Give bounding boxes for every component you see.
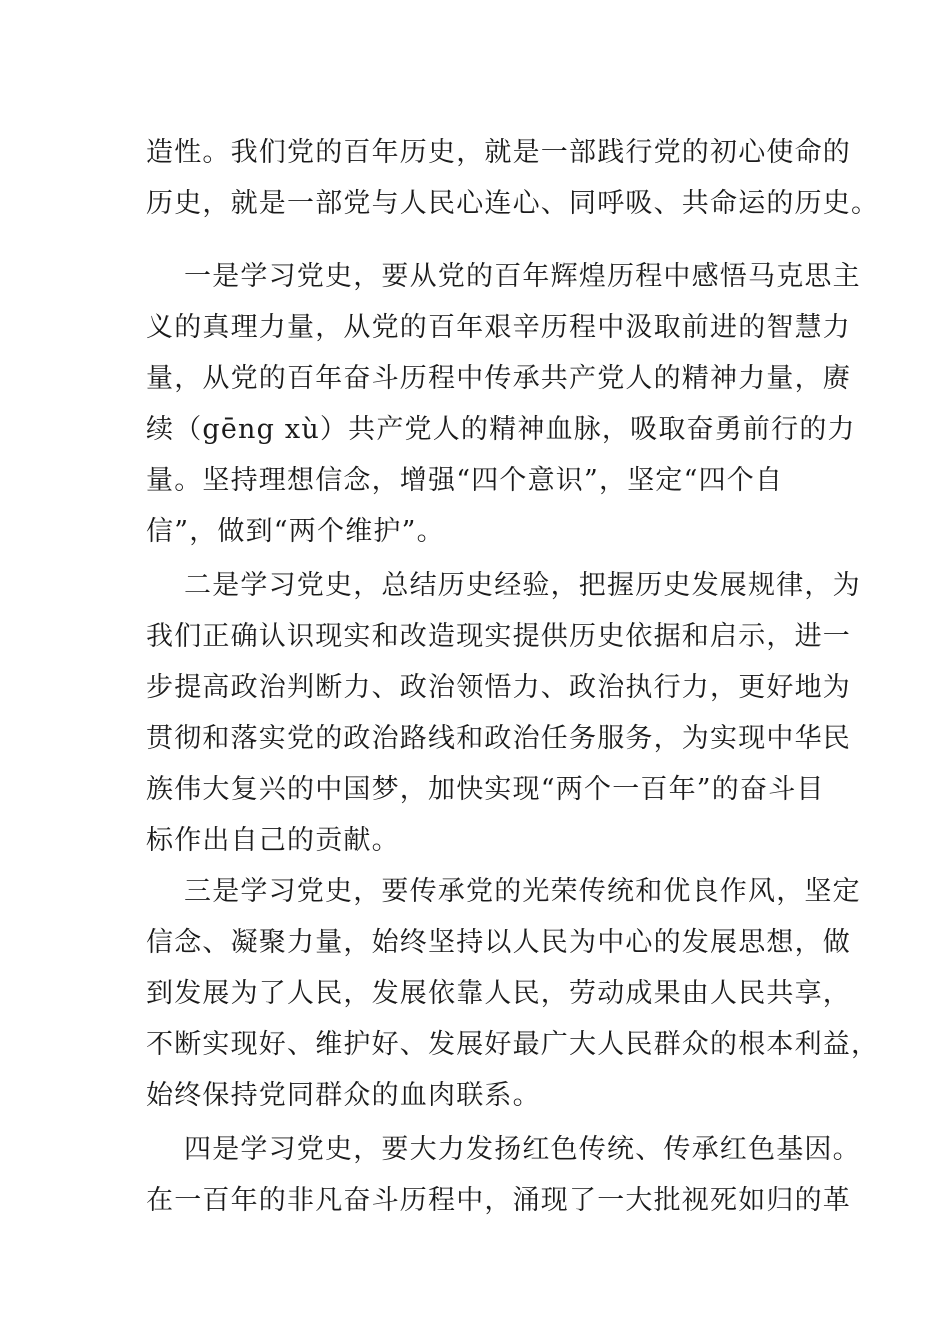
paragraph-4-first-line: 四是学习党史，要大力发扬红色传统、传承红色基因。 [184, 1134, 861, 1165]
paragraph-2-first-line: 二是学习党史，总结历史经验，把握历史发展规律，为 [184, 570, 861, 601]
text-line: 义的真理力量，从党的百年艰辛历程中汲取前进的智慧力 [146, 312, 851, 343]
text-line: 在一百年的非凡奋斗历程中，涌现了一大批视死如归的革 [146, 1185, 851, 1216]
text-line: 标作出自己的贡献。 [146, 825, 400, 856]
text-line: 不断实现好、维护好、发展好最广大人民群众的根本利益， [146, 1029, 880, 1060]
text-line: 信”，做到“两个维护”。 [146, 516, 445, 547]
text-line: 贯彻和落实党的政治路线和政治任务服务，为实现中华民 [146, 723, 851, 754]
text-line: 量，从党的百年奋斗历程中传承共产党人的精神力量，赓 [146, 363, 851, 394]
text-line: 族伟大复兴的中国梦，加快实现“两个一百年”的奋斗目 [146, 774, 825, 805]
text-line: 到发展为了人民，发展依靠人民，劳动成果由人民共享， [146, 978, 851, 1009]
text-line: 续（gēng xù）共产党人的精神血脉，吸取奋勇前行的力 [146, 414, 856, 445]
text-line: 信念、凝聚力量，始终坚持以人民为中心的发展思想，做 [146, 927, 851, 958]
text-line: 历史，就是一部党与人民心连心、同呼吸、共命运的历史。 [146, 188, 880, 219]
text-line: 造性。我们党的百年历史，就是一部践行党的初心使命的 [146, 137, 851, 168]
text-line: 步提高政治判断力、政治领悟力、政治执行力，更好地为 [146, 672, 851, 703]
text-line: 始终保持党同群众的血肉联系。 [146, 1080, 541, 1111]
paragraph-3-first-line: 三是学习党史，要传承党的光荣传统和优良作风，坚定 [184, 876, 861, 907]
paragraph-1-first-line: 一是学习党史，要从党的百年辉煌历程中感悟马克思主 [184, 261, 861, 292]
text-line: 我们正确认识现实和改造现实提供历史依据和启示，进一 [146, 621, 851, 652]
text-line: 量。坚持理想信念，增强“四个意识”，坚定“四个自 [146, 465, 784, 496]
